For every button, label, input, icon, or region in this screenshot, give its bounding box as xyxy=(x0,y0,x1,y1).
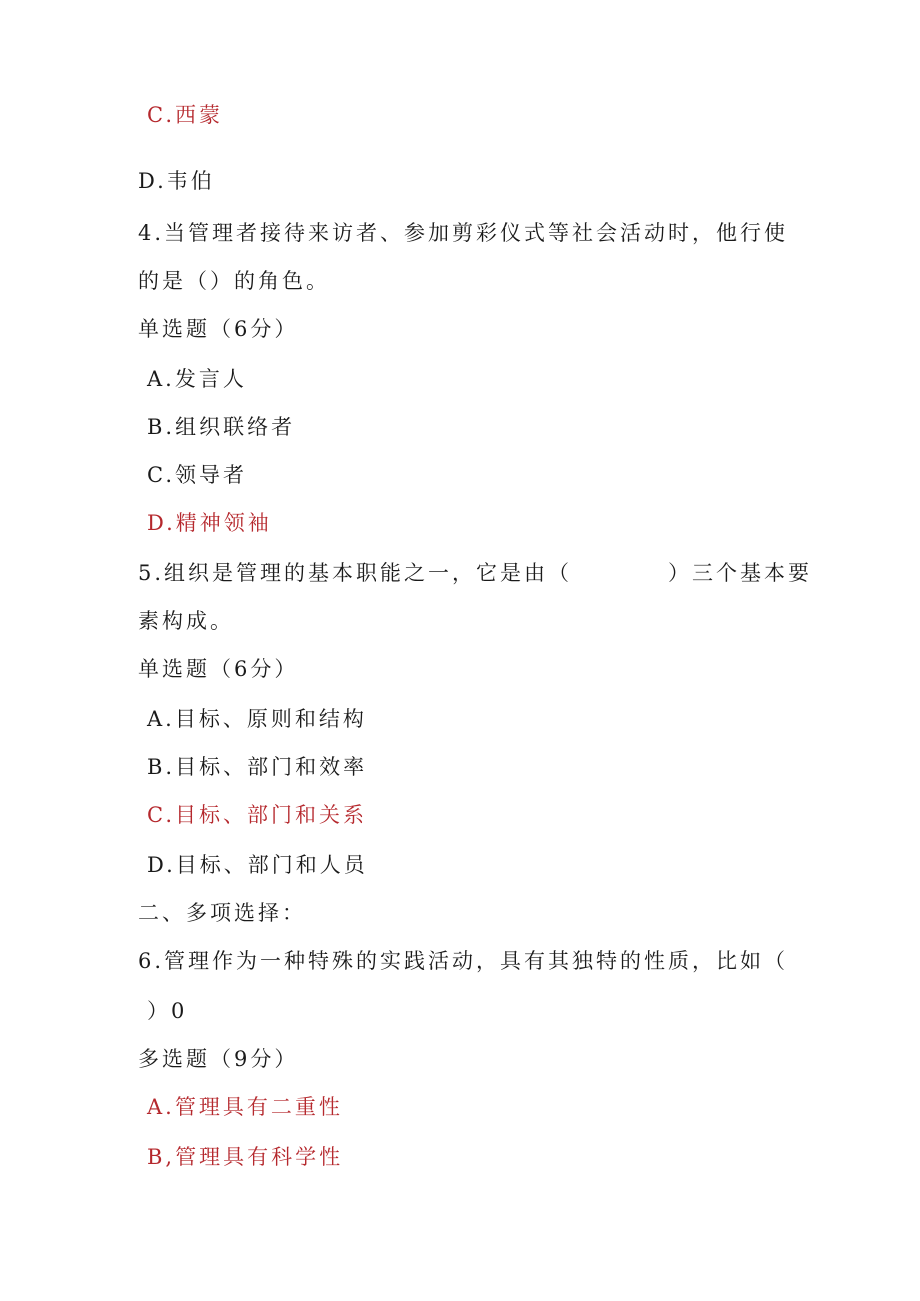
q3-option-d: D.韦伯 xyxy=(138,169,215,193)
q4-stem-line1: 4.当管理者接待来访者、参加剪彩仪式等社会活动时，他行使 xyxy=(138,221,789,245)
q3-option-c: C.西蒙 xyxy=(147,103,223,127)
q6-option-a: A.管理具有二重性 xyxy=(147,1095,343,1119)
q6-stem-line2: ）0 xyxy=(147,999,188,1023)
q4-option-c: C.领导者 xyxy=(147,463,247,487)
q5-type: 单选题（6分） xyxy=(138,657,299,681)
q4-option-d: D.精神领袖 xyxy=(147,511,272,535)
q5-option-b: B.目标、部门和效率 xyxy=(147,755,368,779)
q4-option-b: B.组织联络者 xyxy=(147,415,296,439)
q4-type: 单选题（6分） xyxy=(138,317,299,341)
q5-option-d: D.目标、部门和人员 xyxy=(147,853,368,877)
q5-stem-line2: 素构成。 xyxy=(138,609,234,633)
q5-option-c: C.目标、部门和关系 xyxy=(147,803,367,827)
q4-stem-line2: 的是（）的角色。 xyxy=(138,269,330,293)
q4-option-a: A.发言人 xyxy=(147,367,247,391)
section2-heading: 二、多项选择： xyxy=(138,901,306,925)
q6-type: 多选题（9分） xyxy=(138,1047,299,1071)
q6-option-b: B,管理具有科学性 xyxy=(147,1145,344,1169)
q6-stem-line1: 6.管理作为一种特殊的实践活动，具有其独特的性质，比如（ xyxy=(138,949,789,973)
q5-option-a: A.目标、原则和结构 xyxy=(147,707,367,731)
q5-stem-line1: 5.组织是管理的基本职能之一，它是由（ ）三个基本要 xyxy=(138,561,813,585)
